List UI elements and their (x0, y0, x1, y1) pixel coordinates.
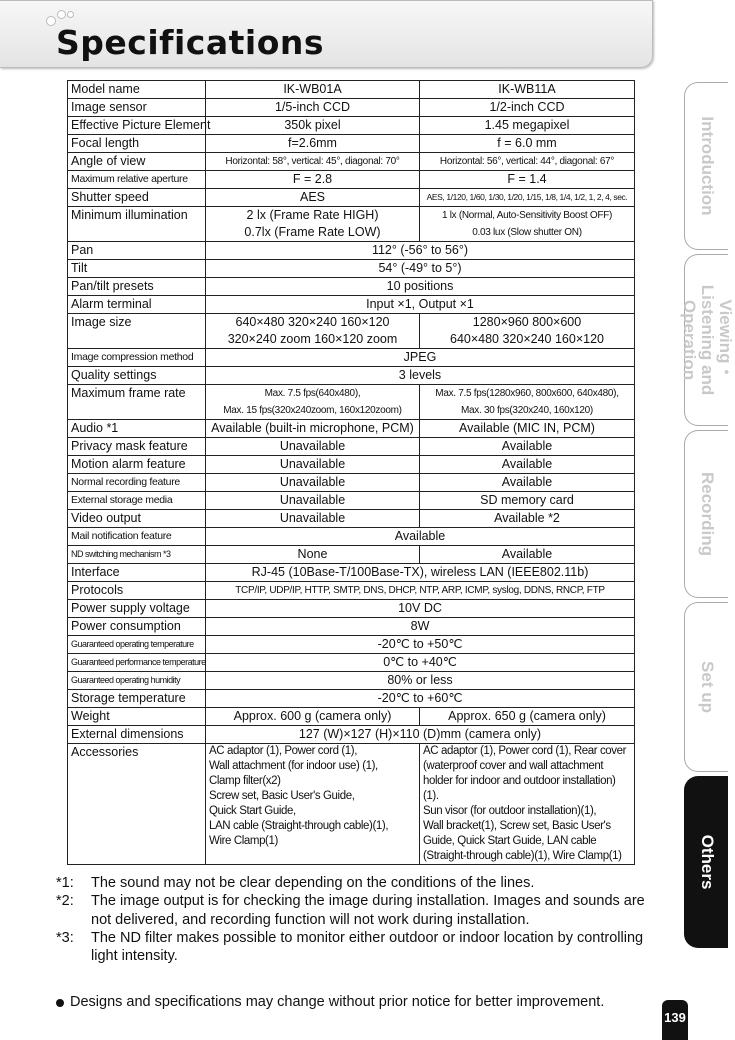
row-label: Motion alarm feature (68, 456, 206, 474)
cell-value: -20℃ to +50℃ (206, 636, 635, 654)
row-label: Accessories (68, 744, 206, 865)
title-panel (0, 0, 653, 68)
row-label: Protocols (68, 582, 206, 600)
cell-value: Available (420, 438, 635, 456)
cell-value: 3 levels (206, 367, 635, 385)
cell-value: TCP/IP, UDP/IP, HTTP, SMTP, DNS, DHCP, NTP, ARP, ICMP, syslog, DDNS, RNCP, FTP (206, 582, 635, 600)
table-row (68, 207, 635, 242)
cell-value: SD memory card (420, 492, 635, 510)
tab-others[interactable] (684, 776, 728, 948)
row-label: Power consumption (68, 618, 206, 636)
cell-line: 320×240 zoom 160×120 zoom (227, 332, 398, 346)
page-number: 139 (662, 1000, 688, 1040)
table-row (68, 636, 635, 654)
cell-value: F = 1.4 (420, 171, 635, 189)
footnote-mark: *1: (56, 875, 74, 891)
cell-value: 1.45 megapixel (420, 117, 635, 135)
cell-line: Guide, Quick Start Guide, LAN cable (423, 835, 597, 847)
table-row (68, 367, 635, 385)
row-label: Guaranteed performance temperature (68, 654, 206, 672)
row-label: Pan/tilt presets (68, 278, 206, 296)
cell-line: AC adaptor (1), Power cord (1), (209, 745, 358, 757)
table-row (68, 474, 635, 492)
row-label: Shutter speed (68, 189, 206, 207)
table-row (68, 456, 635, 474)
row-label: Storage temperature (68, 690, 206, 708)
cell-line: Wall attachment (for indoor use) (1), (209, 760, 378, 772)
table-row (68, 349, 635, 367)
footnote-text: The image output is for checking the image during installation. Images and sounds are not delivered, and recording function will not work during installation. (91, 893, 645, 928)
cell-line: 1 lx (Normal, Auto-Sensitivity Boost OFF) (442, 210, 612, 221)
footnote (56, 892, 656, 929)
table-row (68, 690, 635, 708)
cell-line: holder for indoor and outdoor installation)(1). (423, 775, 616, 802)
cell-value: f = 6.0 mm (420, 135, 635, 153)
cell-line: 1280×960 800×600 (472, 315, 582, 329)
cell-line: (Straight-through cable)(1), Wire Clamp(1) (423, 850, 622, 862)
table-row (68, 492, 635, 510)
cell-line: Max. 7.5 fps(640x480), (264, 388, 361, 399)
cell-line: 2 lx (Frame Rate HIGH) (246, 208, 379, 222)
cell-value: AES, 1/120, 1/60, 1/30, 1/20, 1/15, 1/8, 1/4, 1/2, 1, 2, 4, sec. (420, 189, 635, 207)
row-label: External dimensions (68, 726, 206, 744)
table-row (68, 117, 635, 135)
cell-line: Wire Clamp(1) (209, 835, 278, 847)
cell-line: 0.03 lux (Slow shutter ON) (472, 227, 582, 238)
row-label: Image compression method (68, 349, 206, 367)
tab-label: Set up (697, 661, 717, 713)
row-label: External storage media (68, 492, 206, 510)
footnote-mark: *2: (56, 893, 74, 910)
disclaimer-text: Designs and specifications may change without prior notice for better improvement. (70, 994, 605, 1010)
footnote-mark: *3: (56, 929, 74, 946)
tab-set-up[interactable] (684, 602, 728, 772)
table-row (68, 618, 635, 636)
row-label: Minimum illumination (68, 207, 206, 242)
tab-introduction[interactable] (684, 82, 728, 250)
row-label: Focal length (68, 135, 206, 153)
table-row (68, 278, 635, 296)
table-row (68, 296, 635, 314)
row-label: Pan (68, 242, 206, 260)
row-label: Maximum frame rate (68, 385, 206, 420)
footnote (56, 874, 656, 892)
cell-value: Unavailable (206, 492, 420, 510)
cell-value: Available (420, 456, 635, 474)
table-row (68, 654, 635, 672)
page-title: Specifications (56, 23, 325, 62)
cell-value (206, 385, 420, 420)
cell-value: 112° (-56° to 56°) (206, 242, 635, 260)
accessories-row (68, 744, 635, 865)
cell-value: 127 (W)×127 (H)×110 (D)mm (camera only) (206, 726, 635, 744)
cell-value: F = 2.8 (206, 171, 420, 189)
cell-value: 350k pixel (206, 117, 420, 135)
table-row (68, 510, 635, 528)
row-label: Effective Picture Element (68, 117, 206, 135)
table-row (68, 528, 635, 546)
table-row (68, 438, 635, 456)
cell-value: 0℃ to +40℃ (206, 654, 635, 672)
table-row (68, 189, 635, 207)
cell-value (206, 207, 420, 242)
cell-value: -20℃ to +60℃ (206, 690, 635, 708)
row-label: Interface (68, 564, 206, 582)
row-label: Mail notification feature (68, 528, 206, 546)
cell-line: Wall bracket(1), Screw set, Basic User's (423, 820, 611, 832)
spec-table (67, 80, 635, 865)
row-label: Alarm terminal (68, 296, 206, 314)
table-row (68, 420, 635, 438)
cell-line: 0.7lx (Frame Rate LOW) (244, 225, 381, 239)
cell-value: Unavailable (206, 456, 420, 474)
cell-value: RJ-45 (10Base-T/100Base-TX), wireless LAN (IEEE802.11b) (206, 564, 635, 582)
table-row (68, 600, 635, 618)
table-header-row (68, 81, 635, 99)
cell-line: (waterproof cover and wall attachment (423, 760, 604, 772)
cell-value: Available (420, 546, 635, 564)
cell-value (420, 744, 635, 865)
table-row (68, 260, 635, 278)
row-label: Model name (68, 81, 206, 99)
cell-value: 54° (-49° to 5°) (206, 260, 635, 278)
table-row (68, 564, 635, 582)
cell-line: Quick Start Guide, (209, 805, 296, 817)
cell-value: IK-WB01A (206, 81, 420, 99)
tab-label: Others (697, 834, 717, 890)
disclaimer (56, 993, 656, 1012)
cell-line: 640×480 320×240 160×120 (235, 315, 390, 329)
cell-value: Unavailable (206, 438, 420, 456)
row-label: Privacy mask feature (68, 438, 206, 456)
footnote (56, 929, 656, 966)
footnote-text: The sound may not be clear depending on the conditions of the lines. (91, 875, 535, 891)
cell-value: Approx. 650 g (camera only) (420, 708, 635, 726)
tab-label: Viewing・Listening and Operation (679, 284, 735, 396)
cell-value: Unavailable (206, 510, 420, 528)
table-row (68, 153, 635, 171)
cell-line: Max. 30 fps(320x240, 160x120) (461, 405, 593, 416)
tab-viewing-listening[interactable] (679, 254, 735, 426)
cell-value (206, 314, 420, 349)
footnote-text: The ND filter makes possible to monitor either outdoor or indoor location by controlling light intensity. (91, 929, 644, 965)
cell-value: JPEG (206, 349, 635, 367)
row-label: Image sensor (68, 99, 206, 117)
row-label: Normal recording feature (68, 474, 206, 492)
table-row (68, 242, 635, 260)
cell-value: Horizontal: 58°, vertical: 45°, diagonal: 70° (206, 153, 420, 171)
cell-value: Available (206, 528, 635, 546)
cell-value: None (206, 546, 420, 564)
bullet-icon (56, 999, 64, 1007)
row-label: Guaranteed operating humidity (68, 672, 206, 690)
row-label: Video output (68, 510, 206, 528)
table-row (68, 708, 635, 726)
cell-value: 1/5-inch CCD (206, 99, 420, 117)
cell-value (420, 207, 635, 242)
table-row (68, 546, 635, 564)
cell-value: AES (206, 189, 420, 207)
table-row (68, 135, 635, 153)
cell-value: 80% or less (206, 672, 635, 690)
table-row (68, 672, 635, 690)
table-row (68, 171, 635, 189)
cell-value: Available (built-in microphone, PCM) (206, 420, 420, 438)
cell-value: f=2.6mm (206, 135, 420, 153)
row-label: Angle of view (68, 153, 206, 171)
cell-line: 640×480 320×240 160×120 (450, 332, 604, 346)
row-label: Maximum relative aperture (68, 171, 206, 189)
row-label: Guaranteed operating temperature (68, 636, 206, 654)
cell-value: Approx. 600 g (camera only) (206, 708, 420, 726)
row-label: Audio *1 (68, 420, 206, 438)
cell-value: IK-WB11A (420, 81, 635, 99)
table-row (68, 385, 635, 420)
tab-label: Recording (697, 471, 717, 557)
tab-recording[interactable] (684, 430, 728, 598)
cell-value: Unavailable (206, 474, 420, 492)
cell-value (420, 385, 635, 420)
footnotes (56, 874, 656, 965)
row-label: Quality settings (68, 367, 206, 385)
cell-value: 10V DC (206, 600, 635, 618)
cell-line: Max. 7.5 fps(1280x960, 800x600, 640x480), (435, 388, 619, 399)
cell-line: Screw set, Basic User's Guide, (209, 790, 355, 802)
cell-value: Available *2 (420, 510, 635, 528)
cell-value: 8W (206, 618, 635, 636)
cell-line: Max. 15 fps(320x240zoom, 160x120zoom) (223, 405, 402, 416)
cell-value: 1/2-inch CCD (420, 99, 635, 117)
cell-value: Available (MIC IN, PCM) (420, 420, 635, 438)
cell-line: Clamp filter(x2) (209, 775, 281, 787)
cell-line: LAN cable (Straight-through cable)(1), (209, 820, 389, 832)
cell-value (420, 314, 635, 349)
row-label: Power supply voltage (68, 600, 206, 618)
cell-value: Input ×1, Output ×1 (206, 296, 635, 314)
cell-value: Horizontal: 56°, vertical: 44°, diagonal: 67° (420, 153, 635, 171)
table-row (68, 582, 635, 600)
table-row (68, 726, 635, 744)
row-label: Image size (68, 314, 206, 349)
row-label: ND switching mechanism *3 (68, 546, 206, 564)
cell-value (206, 744, 420, 865)
table-row (68, 99, 635, 117)
cell-line: Sun visor (for outdoor installation)(1), (423, 805, 597, 817)
cell-value: Available (420, 474, 635, 492)
row-label: Tilt (68, 260, 206, 278)
table-row (68, 314, 635, 349)
cell-line: AC adaptor (1), Power cord (1), Rear cover (423, 745, 627, 757)
cell-value: 10 positions (206, 278, 635, 296)
tab-label: Introduction (697, 116, 717, 216)
row-label: Weight (68, 708, 206, 726)
